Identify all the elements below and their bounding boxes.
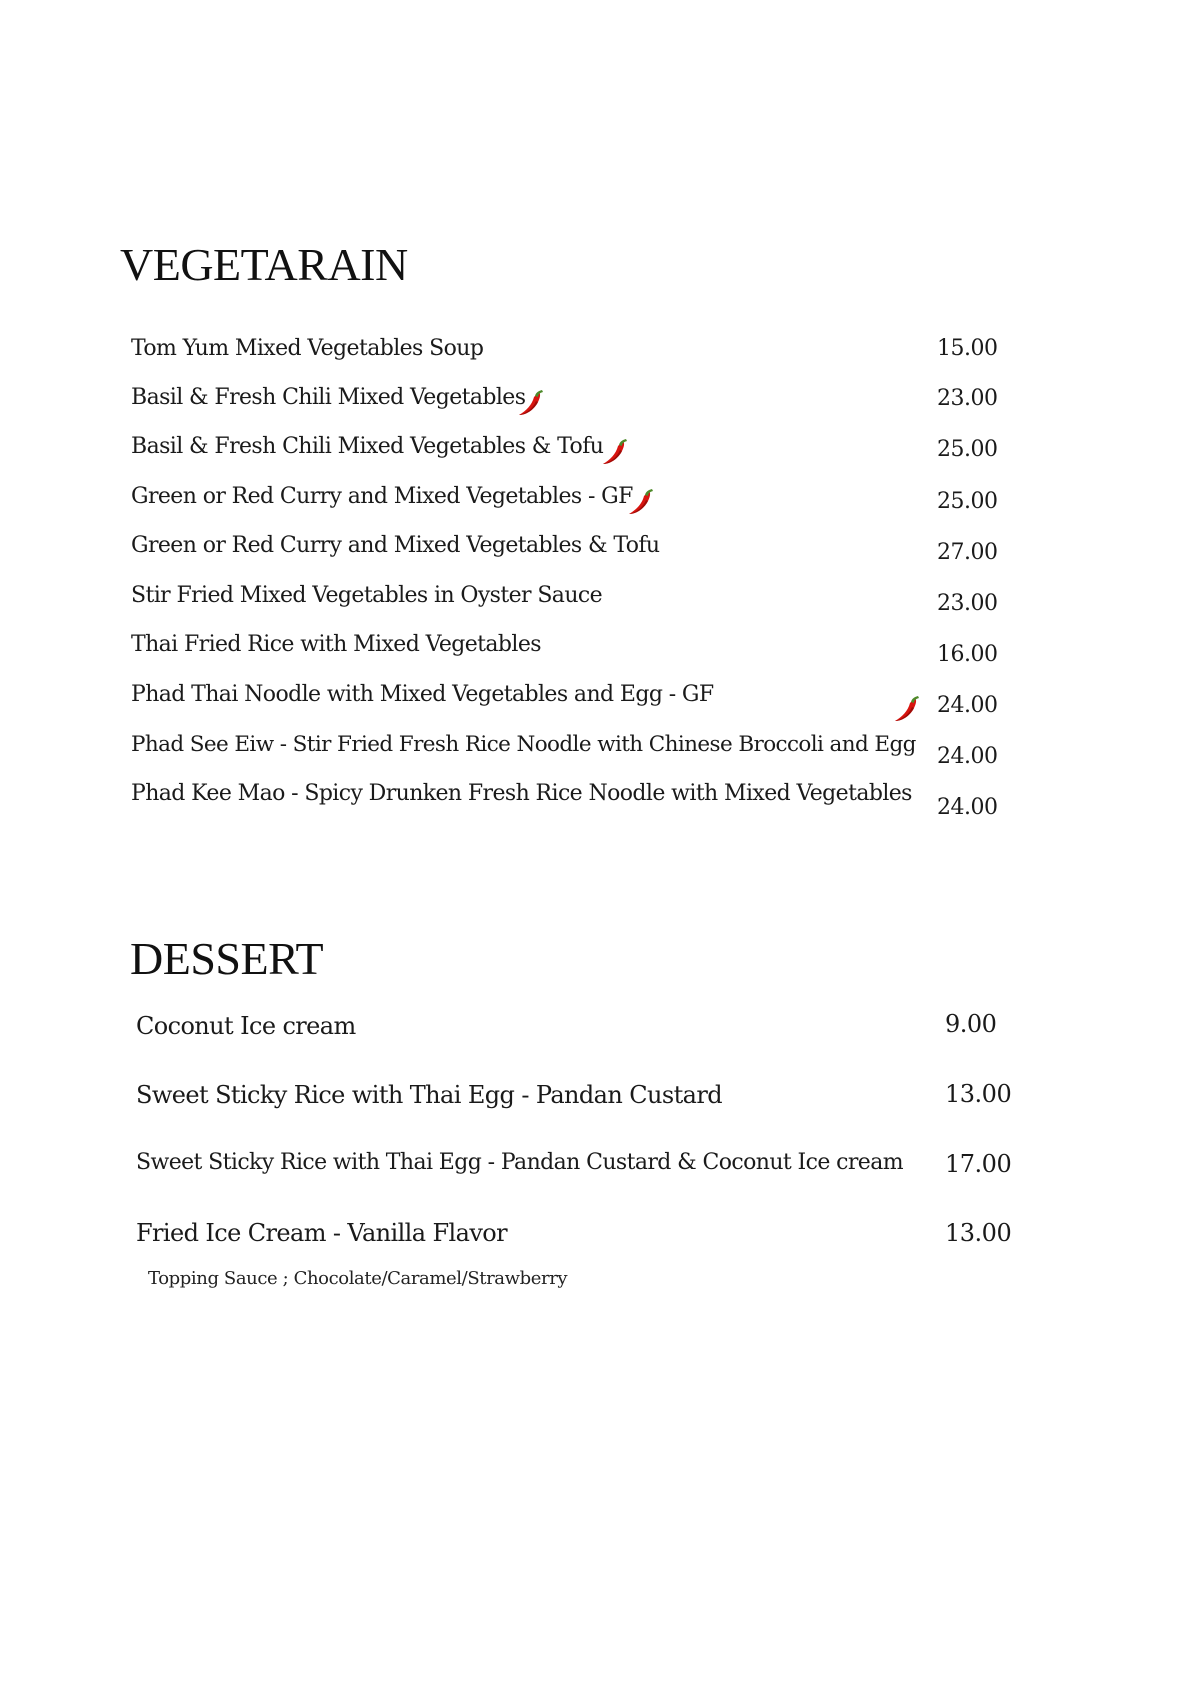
item-price: 27.00 (937, 540, 998, 565)
item-name: Basil & Fresh Chili Mixed Vegetables & Tofu (131, 434, 604, 459)
item-name: Tom Yum Mixed Vegetables Soup (131, 336, 484, 361)
item-name: Phad See Eiw - Stir Fried Fresh Rice Noodle with Chinese Broccoli and Egg (131, 732, 916, 757)
item-price: 9.00 (945, 1010, 997, 1038)
chili-pepper-icon (626, 487, 656, 517)
item-name: Basil & Fresh Chili Mixed Vegetables (131, 385, 526, 410)
item-price: 13.00 (945, 1080, 1012, 1108)
item-name: Phad Kee Mao - Spicy Drunken Fresh Rice Noodle with Mixed Vegetables (131, 781, 912, 806)
chili-pepper-icon (516, 388, 546, 418)
item-price: 13.00 (945, 1219, 1012, 1247)
item-price: 15.00 (937, 336, 998, 361)
item-name: Coconut Ice cream (136, 1012, 356, 1040)
item-price: 25.00 (937, 437, 998, 462)
item-price: 16.00 (937, 642, 998, 667)
dessert-title: DESSERT (130, 933, 324, 984)
item-name: Green or Red Curry and Mixed Vegetables - GF (131, 484, 633, 509)
item-name: Phad Thai Noodle with Mixed Vegetables and Egg - GF (131, 682, 714, 707)
item-price: 24.00 (937, 795, 998, 820)
vegetarian-title: VEGETARAIN (120, 239, 408, 290)
topping-note: Topping Sauce ; Chocolate/Caramel/Strawberry (148, 1268, 568, 1289)
item-name: Sweet Sticky Rice with Thai Egg - Pandan Custard (136, 1081, 722, 1109)
chili-pepper-icon (600, 437, 630, 467)
item-name: Thai Fried Rice with Mixed Vegetables (131, 632, 541, 657)
chili-pepper-icon (892, 694, 922, 724)
item-price: 24.00 (937, 744, 998, 769)
item-price: 23.00 (937, 591, 998, 616)
item-name: Sweet Sticky Rice with Thai Egg - Pandan Custard & Coconut Ice cream (136, 1150, 903, 1175)
item-price: 24.00 (937, 693, 998, 718)
item-name: Green or Red Curry and Mixed Vegetables & Tofu (131, 533, 660, 558)
item-price: 25.00 (937, 489, 998, 514)
item-price: 17.00 (945, 1150, 1012, 1178)
item-price: 23.00 (937, 386, 998, 411)
item-name: Stir Fried Mixed Vegetables in Oyster Sauce (131, 583, 603, 608)
item-name: Fried Ice Cream - Vanilla Flavor (136, 1219, 507, 1247)
